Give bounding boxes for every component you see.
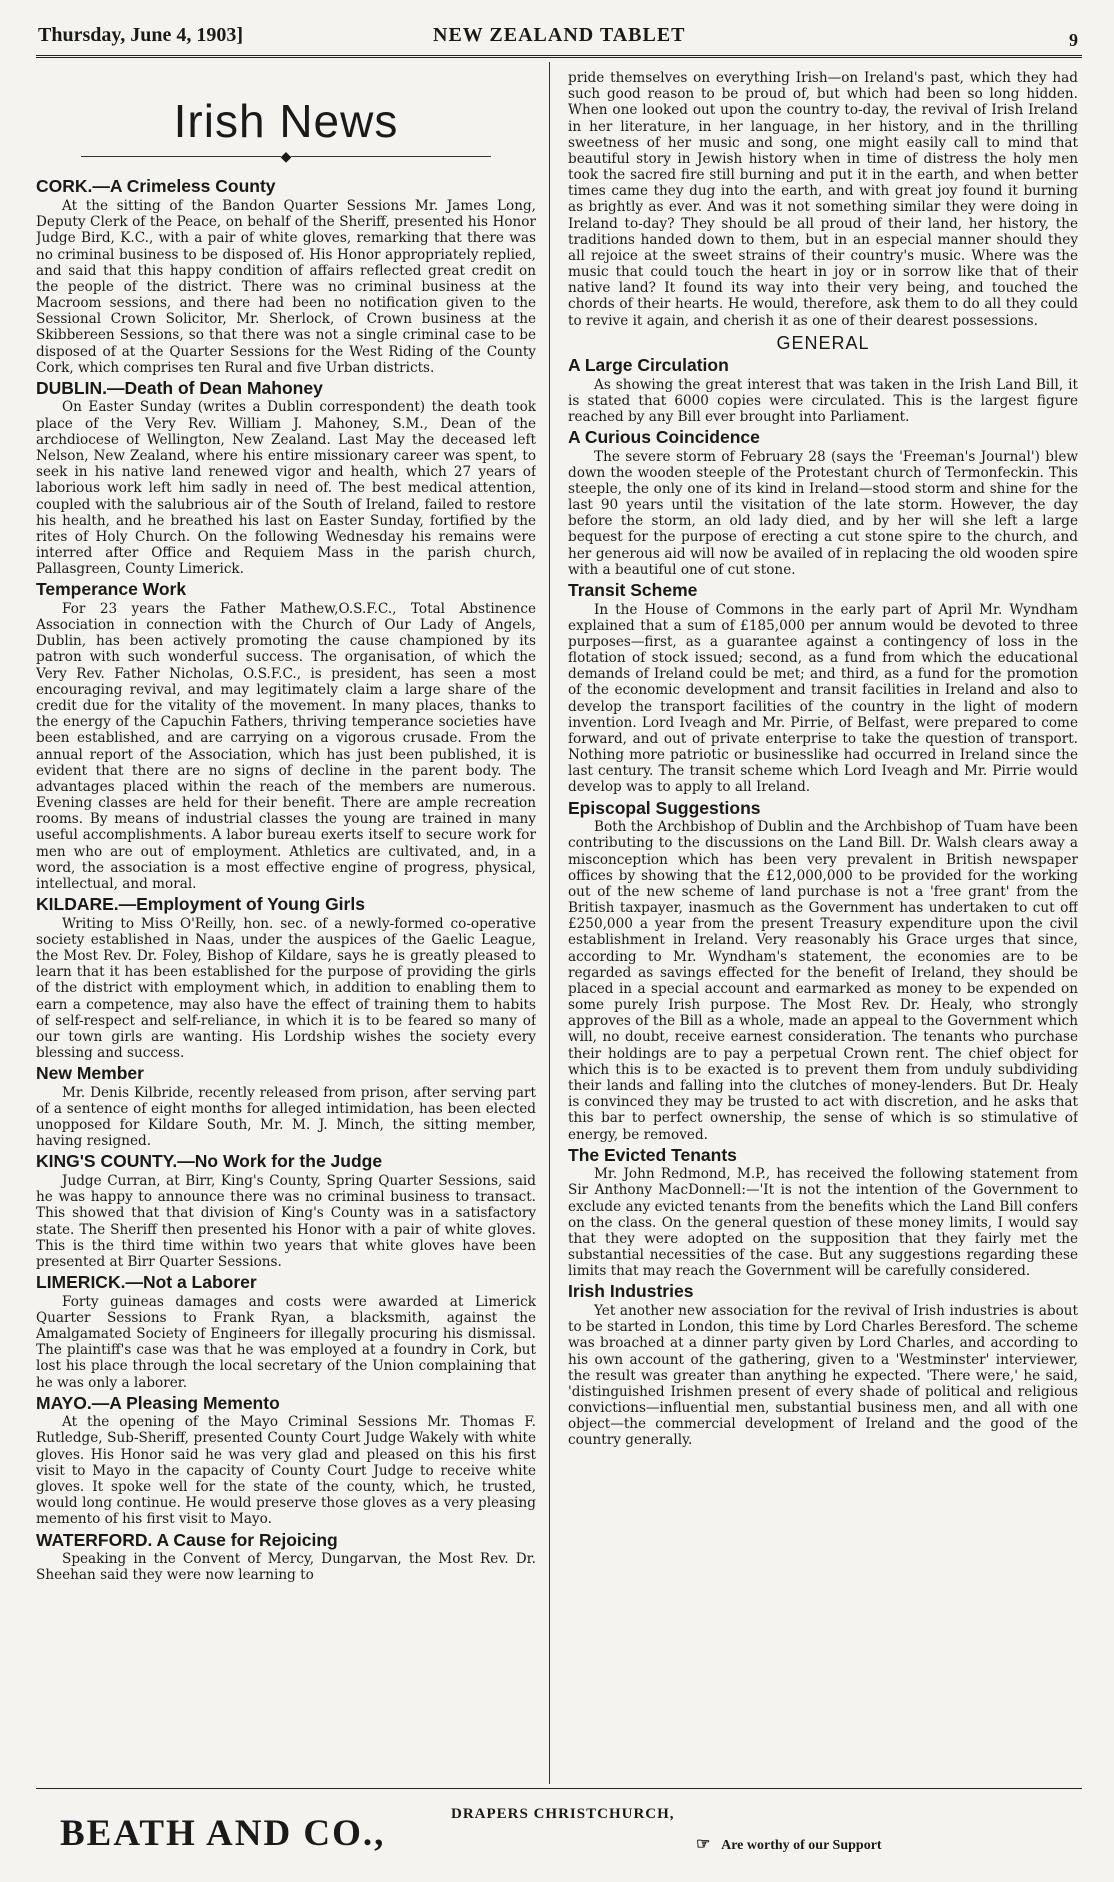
article-body: Writing to Miss O'Reilly, hon. sec. of a newly-formed co-operative society established in Naas, under the auspices of the Gaelic League, the Most Rev. Dr. Foley, Bishop of Kildare, says he is greatly pleased to learn that it has been established for the purpose of providing the girls of the district with employment which, in addition to enabling them to earn a competence, may also have the effect of training them to habits of self-respect and self-reliance, in which it is to be feared so many of our town girls are wanting. His Lordship wishes the society every blessing and success. [36, 915, 536, 1062]
article-heading: New Member [36, 1063, 144, 1084]
page-number: 9 [1069, 30, 1078, 50]
article-body: The severe storm of February 28 (says the 'Freeman's Journal') blew down the wooden steeple of the Protestant church of Termonfeckin. This steeple, the only one of its kind in Ireland—stood storm and shine for the last 90 years until the visitation of the late storm. However, the day before the storm, an old lady died, and by her will she left a large bequest for the purpose of erecting a cut stone spire to the church, and her generous aid will now be availed of in replacing the old wooden spire with a beautiful one of cut stone. [568, 448, 1078, 578]
article-body: As showing the great interest that was taken in the Irish Land Bill, it is stated that 6000 copies were circulated. This is the largest figure reached by any Bill ever brought into Parliament. [568, 376, 1078, 425]
article-body: Yet another new association for the revival of Irish industries is about to be started in London, this time by Lord Charles Beresford. The scheme was broached at a dinner party given by Lord Charles, and according to his own account of the gathering, given to a 'Westminster' interviewer, the result was greater than anything he expected. 'There were,' he said, 'distinguished Irishmen present of every shade of political and religious convictions—influential men, substantial business men, and all with one object—the commercial development of Ireland and the good of the country generally. [568, 1303, 1078, 1449]
article-heading: DUBLIN.—Death of Dean Mahoney [36, 377, 323, 398]
article-dublin [36, 379, 536, 577]
advertiser-trade: DRAPERS CHRISTCHURCH, [451, 1806, 675, 1822]
article-heading: A Large Circulation [568, 354, 729, 375]
article-body: Speaking in the Convent of Mercy, Dungarvan, the Most Rev. Dr. Sheehan said they were now learning to [36, 1551, 536, 1584]
footer-rule [36, 1788, 1082, 1789]
article-body: At the sitting of the Bandon Quarter Sessions Mr. James Long, Deputy Clerk of the Peace, on behalf of the Sheriff, presented his Honor Judge Bird, K.C., with a pair of white gloves, remarking that there was no criminal business to be disposed of. His Honor appropriately replied, and said that this happy condition of affairs reflected great credit on the people of the district. There was no criminal business at the Macroom sessions, and there had been no notification given to the Sessional Crown Solicitor, Mr. Sherlock, of Crown business at the Skibbereen Sessions, so that there was not a single criminal case to be disposed of at the Quarter Sessions for the West Riding of the County Cork, which comprises ten Rural and five Urban districts. [36, 197, 536, 376]
advertisement-footer [36, 1796, 1082, 1866]
right-column [568, 70, 1078, 1775]
pointing-hand-icon: ☞ [696, 1836, 711, 1853]
article-heading: WATERFORD. A Cause for Rejoicing [36, 1529, 338, 1550]
article-heading: LIMERICK.—Not a Laborer [36, 1272, 257, 1293]
column-divider [549, 62, 550, 1784]
section-title: Irish News [173, 95, 399, 147]
support-text: Are worthy of our Support [721, 1838, 882, 1853]
article-heading: Transit Scheme [568, 579, 698, 600]
page-header [38, 20, 1078, 56]
article-kings-county [36, 1152, 536, 1270]
article-waterford [36, 1531, 536, 1584]
article-body: Mr. Denis Kilbride, recently released from prison, after serving part of a sentence of eight months for alleged intimidation, has been elected unopposed for Kildare South, Mr. M. J. Minch, the sitting member, having resigned. [36, 1084, 536, 1150]
section-heading: GENERAL [776, 332, 870, 353]
article-body: In the House of Commons in the early part of April Mr. Wyndham explained that a sum of £185,000 per annum would be devoted to three purposes—first, as a guarantee against a contingency of loss in the flotation of stock issued; second, as a fund from which the educational demands of Ireland could be met; and third, as a fund for the promotion of the economic development and transit facilities in Ireland and also to develop the transport facilities of the country in the light of modern invention. Lord Iveagh and Mr. Pirrie, of Belfast, were prepared to come forward, and out of private enterprise to take the question of transport. Nothing more patriotic or businesslike had occurred in Ireland since the last century. The transit scheme which Lord Iveagh and Mr. Pirrie would develop was to apply to all Ireland. [568, 601, 1078, 796]
issue-date: Thursday, June 4, 1903] [38, 24, 244, 46]
article-heading: MAYO.—A Pleasing Memento [36, 1392, 280, 1413]
support-line [696, 1834, 882, 1854]
article-heading: The Evicted Tenants [568, 1144, 737, 1165]
article-heading: Irish Industries [568, 1281, 694, 1302]
article-large-circulation [568, 356, 1078, 425]
masthead: NEW ZEALAND TABLET [433, 24, 686, 46]
article-mayo [36, 1394, 536, 1528]
header-rule [36, 55, 1082, 58]
article-body: pride themselves on everything Irish—on Ireland's past, which they had such good reason to be proud of, but which had been so long hidden. When one looked out upon the country to-day, the revival of Irish Ireland in her literature, in her language, in her history, and in the thrilling sweetness of her music and song, one might easily call to mind that beautiful story in Jewish history when in time of distress the holy men took the sacred fire still burning and put it in the earth, and when better times came they dug into the earth, and with great joy found it burning as brightly as ever. And was it not something similar they were doing in Ireland to-day? They should be all proud of their land, her history, the traditions handed down to them, but in an especial manner should they all rejoice at the sweet strains of their country's music. Where was the music that could touch the heart in joy or in sorrow like that of their native land? It found its way into their very being, and touched the chords of their hearts. He would, therefore, ask them to do all they could to revive it again, and cherish it as one of their dearest possessions. [568, 70, 1078, 329]
advertiser-name: BEATH AND CO., [60, 1813, 386, 1854]
article-transit-scheme [568, 581, 1078, 796]
article-heading: A Curious Coincidence [568, 427, 760, 448]
article-body: Judge Curran, at Birr, King's County, Spring Quarter Sessions, said he was happy to announce there was no criminal business to transact. This showed that that division of King's County was in a satisfactory state. The Sheriff then presented his Honor with a pair of white gloves. This is the third time within two years that white gloves have been presented at Birr Quarter Sessions. [36, 1173, 536, 1270]
article-kildare [36, 895, 536, 1061]
article-temperance [36, 580, 536, 892]
article-waterford-continued [568, 70, 1078, 329]
title-ornament: ◆ [36, 149, 536, 166]
article-body: Both the Archbishop of Dublin and the Archbishop of Tuam have been contributing to the discussions on the Land Bill. Dr. Walsh clears away a misconception which has been very prevalent in British newspaper offices by showing that the £12,000,000 to be provided for the working out of the new scheme of land purchase is not a 'free grant' from the British taxpayer, inasmuch as the Government has undertaken to cut off £250,000 a year from the present Treasury expenditure upon the civil establishment in Ireland. Very reasonably his Grace urges that since, according to Mr. Wyndham's statement, the economies are to be regarded as savings effected for the benefit of Ireland, they should be placed in a special account and earmarked as money to be expended on some purely Irish purpose. The Most Rev. Dr. Healy, who strongly approves of the Bill as a whole, made an appeal to the Government which will, no doubt, receive earnest consideration. The tenants who purchase their holdings are to pay a perpetual Crown rent. The chief object for which this is to be exacted is to prevent them from unduly subdividing their lands and falling into the clutches of money-lenders. But Dr. Healy is convinced they may be trusted to act with discretion, and he asks that this bar to perfect ownership, the sense of which is so stimulative of energy, be removed. [568, 819, 1078, 1143]
article-new-member [36, 1064, 536, 1149]
article-episcopal-suggestions [568, 799, 1078, 1143]
article-evicted-tenants [568, 1146, 1078, 1280]
left-column [36, 70, 536, 1775]
article-body: At the opening of the Mayo Criminal Sessions Mr. Thomas F. Rutledge, Sub-Sheriff, presented County Court Judge Wakely with white gloves. His Honor said he was very glad and pleased on this his first visit to Mayo in the capacity of County Court Judge to receive white gloves. It spoke well for the state of the county, which, he trusted, would long continue. He would preserve those gloves as a very pleasing memento of his first visit to Mayo. [36, 1414, 536, 1528]
article-limerick [36, 1273, 536, 1391]
article-heading: Temperance Work [36, 579, 187, 600]
article-body: On Easter Sunday (writes a Dublin correspondent) the death took place of the Very Rev. William J. Mahoney, S.M., Dean of the archdiocese of Wellington, New Zealand. Last May the deceased left Nelson, New Zealand, where his entire missionary career was spent, to seek in his native land renewed vigor and health, which 27 years of laborious work left him sadly in need of. The best medical attention, coupled with the salubrious air of the South of Ireland, failed to restore his health, and he breathed his last on Easter Sunday, fortified by the rites of Holy Church. On the following Wednesday his remains were interred after Office and Requiem Mass in the parish church, Pallasgreen, County Limerick. [36, 399, 536, 578]
article-heading: KILDARE.—Employment of Young Girls [36, 894, 365, 915]
article-heading: Episcopal Suggestions [568, 797, 761, 818]
article-heading: CORK.—A Crimeless County [36, 176, 276, 197]
article-irish-industries [568, 1282, 1078, 1448]
article-heading: KING'S COUNTY.—No Work for the Judge [36, 1151, 383, 1172]
article-curious-coincidence [568, 428, 1078, 578]
article-cork [36, 177, 536, 375]
article-body: For 23 years the Father Mathew,O.S.F.C., Total Abstinence Association in connection with the Church of Our Lady of Angels, Dublin, has been actively promoting the cause championed by its patron with such wonderful success. The organisation, of which the Very Rev. Father Nicholas, O.S.F.C., is president, has seen a most encouraging revival, and may legitimately claim a large share of the credit due for the vitality of the movement. In many places, thanks to the energy of the Capuchin Fathers, thriving temperance societies have been established, and are carrying on a vigorous crusade. From the annual report of the Association, which has just been published, it is evident that there are no signs of decline in the parent body. The advantages placed within the reach of the members are numerous. Evening classes are held for their benefit. There are ample recreation rooms. By means of industrial classes the young are trained in many useful accomplishments. A labor bureau exerts itself to secure work for men who are out of employment. Athletics are cultivated, and, in a word, the association is a most effective engine of progress, physical, intellectual, and moral. [36, 600, 536, 892]
article-body: Forty guineas damages and costs were awarded at Limerick Quarter Sessions to Frank Ryan, a blacksmith, against the Amalgamated Society of Engineers for illegally procuring his dismissal. The plaintiff's case was that he was employed at a foundry in Cork, but lost his place through the local secretary of the Union complaining that he was only a laborer. [36, 1293, 536, 1391]
article-body: Mr. John Redmond, M.P., has received the following statement from Sir Anthony MacDonnell:—'It is not the intention of the Government to exclude any evicted tenants from the benefits which the Land Bill confers on the class. On the general question of these money limits, I would say that they were adopted on the supposition that they fairly met the substantial necessities of the case. But any suggestions regarding these limits that may reach the Government will be carefully considered. [568, 1166, 1078, 1280]
general-section [568, 333, 1078, 353]
